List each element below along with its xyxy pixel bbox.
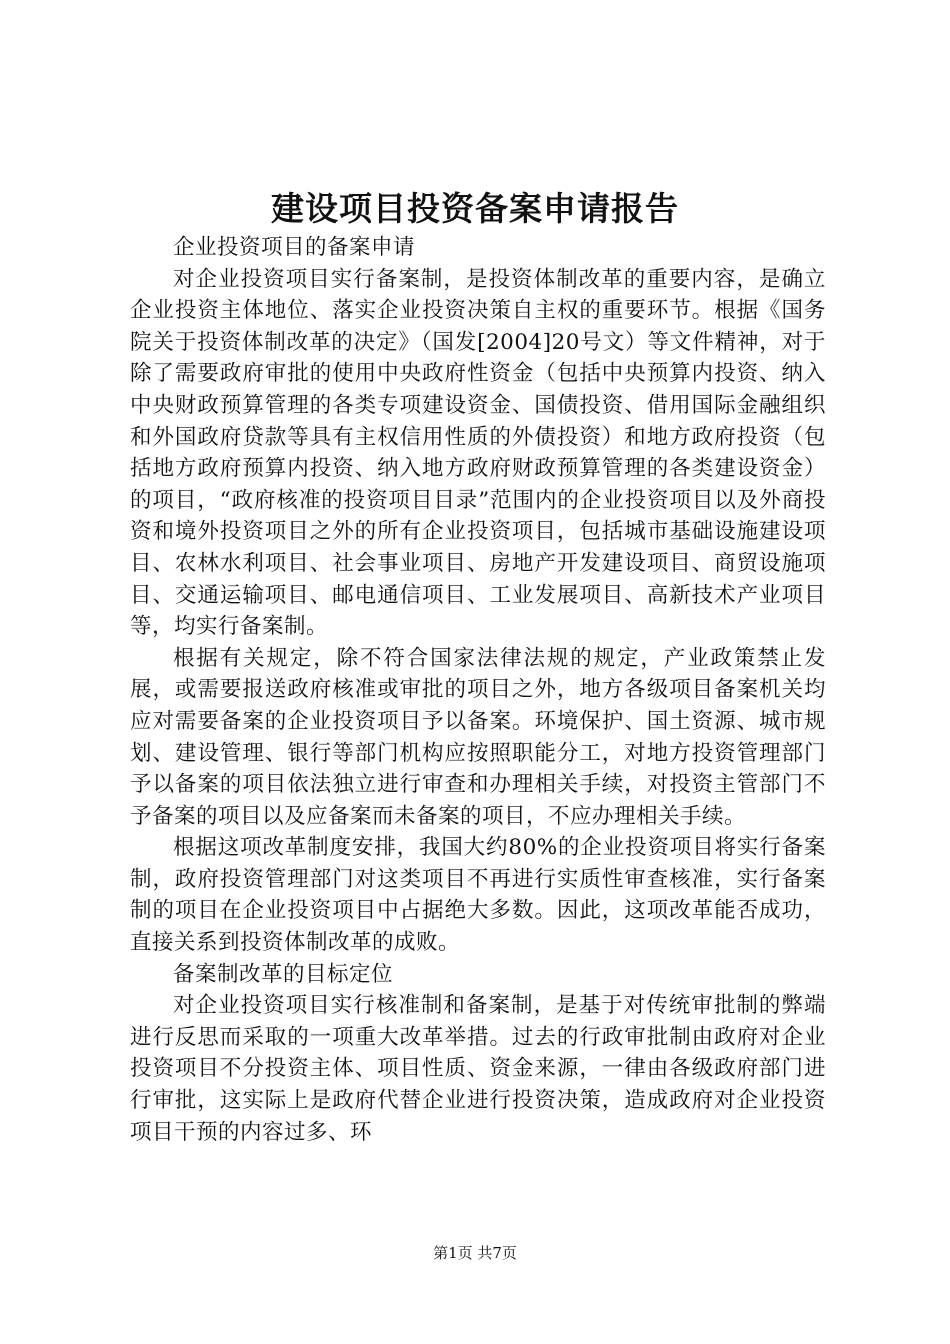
body-paragraph: 根据有关规定，除不符合国家法律法规的规定，产业政策禁止发展，或需要报送政府核准或审批的项目之外，地方各级项目备案机关均应对需要备案的企业投资项目予以备案。环境保护、国土资源、城市规划、建设管理、银行等部门机构应按照职能分工，对地方投资管理部门予以备案的项目依法独立进行审查和办理相关手续，对投资主管部门不予备案的项目以及应备案而未备案的项目，不应办理相关手续。: [130, 645, 826, 829]
section-heading: 企业投资项目的备案申请: [173, 235, 416, 260]
body-paragraph: 根据这项改革制度安排，我国大约80%的企业投资项目将实行备案制，政府投资管理部门对这类项目不再进行实质性审查核准，实行备案制的项目在企业投资项目中占据绝大多数。因此，这项改革能否成功，直接关系到投资体制改革的成败。: [130, 835, 826, 956]
page-number-footer: 第1页 共7页: [433, 1244, 517, 1262]
body-paragraph: 对企业投资项目实行核准制和备案制，是基于对传统审批制的弊端进行反思而采取的一项重大改革举措。过去的行政审批制由政府对企业投资项目不分投资主体、项目性质、资金来源，一律由各级政府部门进行审批，这实际上是政府代替企业进行投资决策，造成政府对企业投资项目干预的内容过多、环: [130, 993, 826, 1145]
section-heading: 备案制改革的目标定位: [173, 961, 394, 987]
body-paragraph: 对企业投资项目实行备案制，是投资体制改革的重要内容，是确立企业投资主体地位、落实企业投资决策自主权的重要环节。根据《国务院关于投资体制改革的决定》（国发[2004]20号文）等文件精神，对于除了需要政府审批的使用中央政府性资金（包括中央预算内投资、纳入中央财政预算管理的各类专项建设资金、国债投资、借用国际金融组织和外国政府贷款等具有主权信用性质的外债投资）和地方政府投资（包括地方政府预算内投资、纳入地方政府财政预算管理的各类建设资金）的项目，“政府核准的投资项目目录”范围内的企业投资项目以及外商投资和境外投资项目之外的所有企业投资项目，包括城市基础设施建设项目、农林水利项目、社会事业项目、房地产开发建设项目、商贸设施项目、交通运输项目、邮电通信项目、工业发展项目、高新技术产业项目等，均实行备案制。: [130, 266, 826, 640]
document-title: 建设项目投资备案申请报告: [271, 189, 679, 228]
document-body: [130, 232, 826, 1148]
